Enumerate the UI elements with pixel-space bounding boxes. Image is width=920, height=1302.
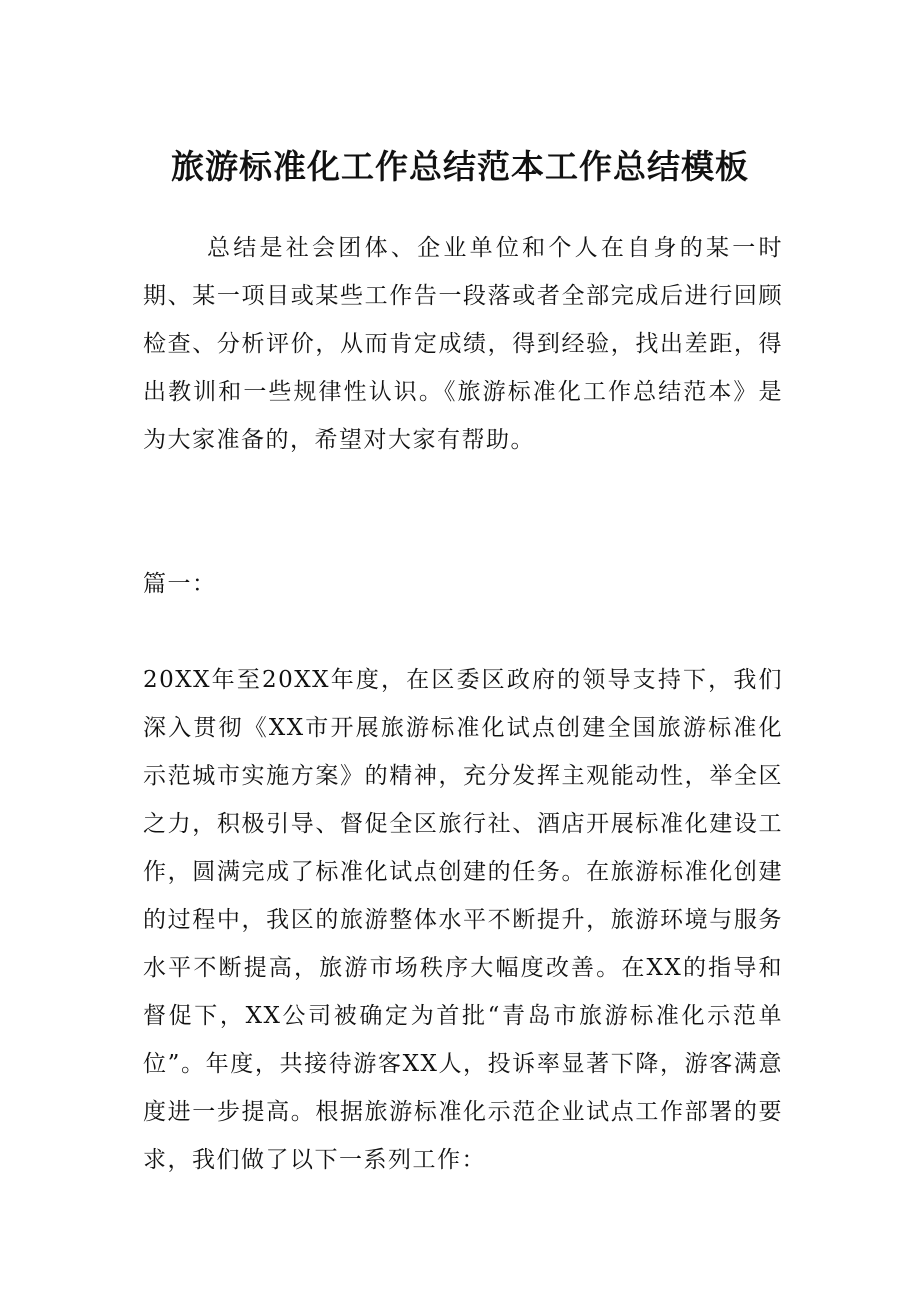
intro-paragraph: 总结是社会团体、企业单位和个人在自身的某一时期、某一项目或某些工作告一段落或者全部完成后进行回顾检查、分析评价，从而肯定成绩，得到经验，找出差距，得出教训和一些规律性认识。《旅游标准化工作总结范本》是为大家准备的，希望对大家有帮助。 — [143, 235, 783, 453]
body-paragraph: 20XX年至20XX年度，在区委区政府的领导支持下，我们深入贯彻《XX市开展旅游标准化试点创建全国旅游标准化示范城市实施方案》的精神，充分发挥主观能动性，举全区之力，积极引导、督促全区旅行社、酒店开展标准化建设工作，圆满完成了标准化试点创建的任务。在旅游标准化创建的过程中，我区的旅游整体水平不断提升，旅游环境与服务水平不断提高，旅游市场秩序大幅度改善。在XX的指导和督促下，XX公司被确定为首批“青岛市旅游标准化示范单位”。年度，共接待游客XX人，投诉率显著下降，游客满意度进一步提高。根据旅游标准化示范企业试点工作部署的要求，我们做了以下一系列工作： — [143, 667, 783, 1173]
section-label: 篇一： — [143, 571, 217, 597]
document-title: 旅游标准化工作总结范本工作总结模板 — [171, 147, 749, 186]
